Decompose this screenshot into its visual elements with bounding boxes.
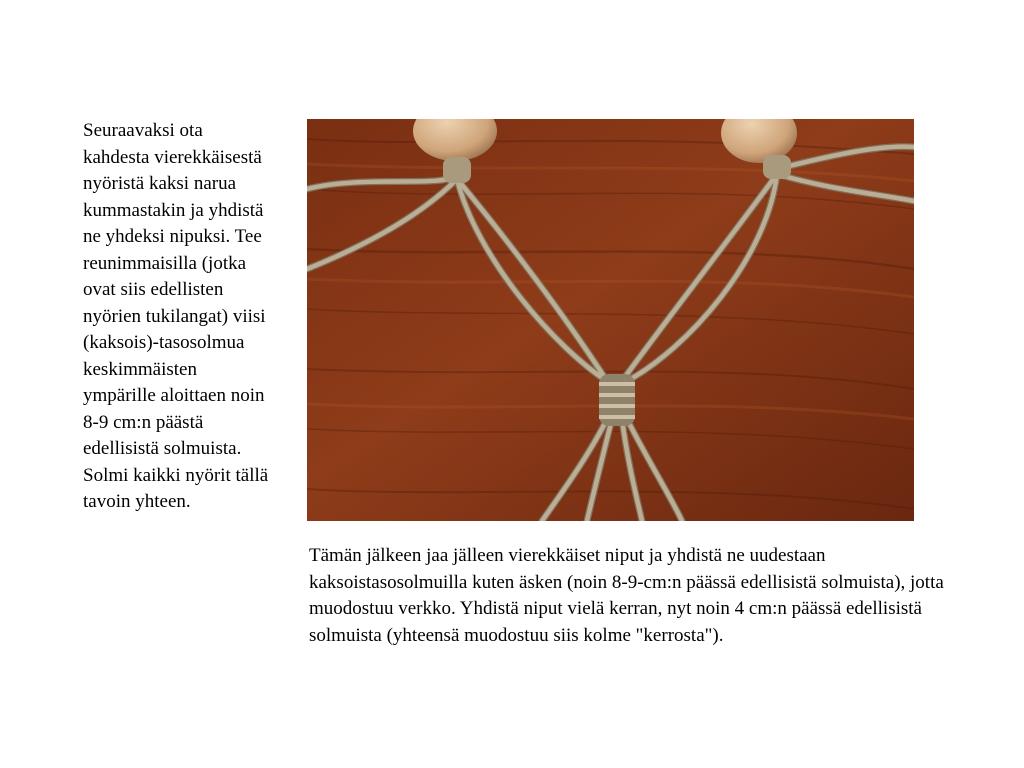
- left-paragraph: Seuraavaksi ota kahdesta vierekkäisestä nyöristä kaksi narua kummastakin ja yhdistä ne yhdeksi nipuksi. Tee reunimmaisilla (jotka ovat siis edellisten nyörien tukilangat) viisi (kaksois)-tasosolmua keskimmäisten ympärille aloittaen noin 8-9 cm:n päästä edellisistä solmuista. Solmi kaikki nyörit tällä tavoin yhteen.: [83, 120, 269, 512]
- macrame-knot-photo: [307, 119, 914, 521]
- center-knot: [599, 374, 635, 426]
- bottom-paragraph: Tämän jälkeen jaa jälleen vierekkäiset niput ja yhdistä ne uudestaan kaksoistasosolmuilla kuten äsken (noin 8-9-cm:n päässä edellisistä solmuista), jotta muodostuu verkko. Yhdistä niput vielä kerran, nyt noin 4 cm:n päässä edellisistä solmuista (yhteensä muodostuu siis kolme "kerrosta").: [309, 545, 944, 646]
